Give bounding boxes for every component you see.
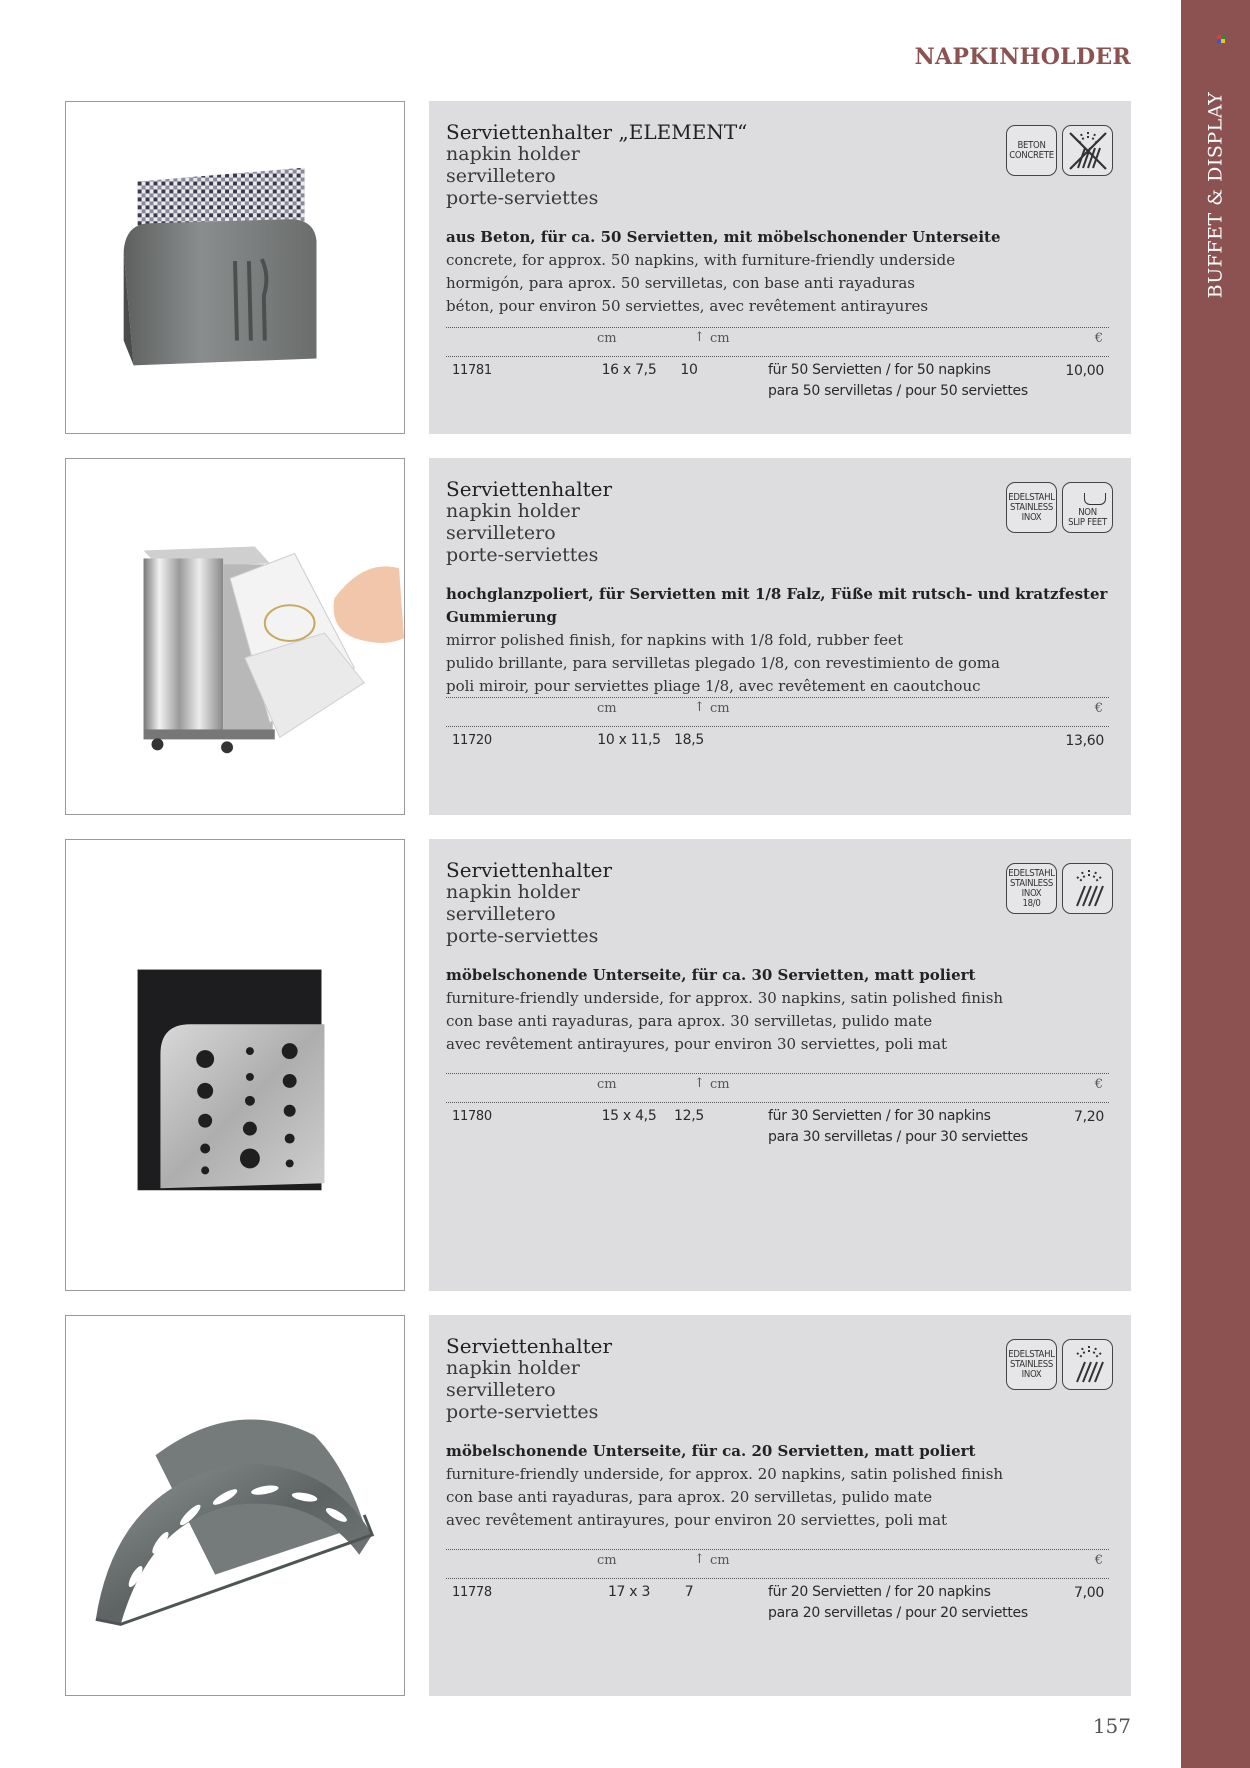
- product-description: [446, 226, 1001, 318]
- size-value: 15 x 4,5: [601, 1108, 657, 1124]
- height-arrow-icon: ↑: [694, 330, 705, 345]
- table-rule-top: [446, 1549, 1109, 1550]
- price-value: 10,00: [1065, 363, 1104, 379]
- description-line: avec revêtement antirayures, pour environ 20 serviettes, poli mat: [446, 1511, 948, 1529]
- icon-label: INOX: [1021, 1368, 1042, 1380]
- table-rule-bottom: [446, 1102, 1109, 1103]
- product-subtitle: servilletero: [446, 165, 556, 187]
- description-german: aus Beton, für ca. 50 Servietten, mit möbelschonender Unterseite: [446, 228, 1001, 246]
- non-slip-feet-icon: [1062, 482, 1113, 533]
- product-subtitle: porte-serviettes: [446, 544, 599, 566]
- page-title: NAPKINHOLDER: [914, 44, 1131, 70]
- product-subtitle: porte-serviettes: [446, 925, 599, 947]
- capacity-note-2: para 20 servilletas / pour 20 serviettes: [768, 1605, 1028, 1621]
- cup-shape: [1084, 493, 1106, 505]
- material-stainless-steel-icon: [1006, 482, 1057, 533]
- product-description: [446, 583, 1131, 698]
- product-subtitle: napkin holder: [446, 500, 580, 522]
- product-panel-11720: [429, 458, 1131, 815]
- description-line: poli miroir, pour serviettes pliage 1/8, avec revêtement en caoutchouc: [446, 677, 981, 695]
- product-title: Serviettenhalter „ELEMENT“: [446, 120, 748, 144]
- product-subtitle: napkin holder: [446, 143, 580, 165]
- icon-label: EDELSTAHL: [1008, 1348, 1055, 1360]
- description-line: con base anti rayaduras, para aprox. 30 servilletas, pulido mate: [446, 1012, 933, 1030]
- table-rule-bottom: [446, 356, 1109, 357]
- table-rule-top: [446, 697, 1109, 698]
- product-subtitle: servilletero: [446, 522, 556, 544]
- size-value: 17 x 3: [607, 1584, 651, 1600]
- capacity-note: für 50 Servietten / for 50 napkins: [768, 362, 991, 378]
- description-line: furniture-friendly underside, for approx. 30 napkins, satin polished finish: [446, 989, 1004, 1007]
- description-line: béton, pour environ 50 serviettes, avec revêtement antirayures: [446, 297, 929, 315]
- price-value: 7,00: [1074, 1585, 1104, 1601]
- height-arrow-icon: ↑: [694, 700, 705, 715]
- color-registration-mark: [1217, 35, 1225, 43]
- header-price-unit: €: [1094, 701, 1103, 716]
- article-number: 11720: [452, 733, 492, 748]
- material-stainless-steel-18-0-icon: [1006, 863, 1057, 914]
- icon-label: STAINLESS: [1010, 501, 1053, 513]
- description-line: concrete, for approx. 50 napkins, with furniture-friendly underside: [446, 251, 956, 269]
- table-rule-bottom: [446, 1578, 1109, 1579]
- description-line: con base anti rayaduras, para aprox. 20 servilletas, pulido mate: [446, 1488, 933, 1506]
- description-line: pulido brillante, para servilletas plegado 1/8, con revestimiento de goma: [446, 654, 1000, 672]
- product-title: Serviettenhalter: [446, 477, 613, 501]
- icon-label: STAINLESS: [1010, 1358, 1053, 1370]
- product-subtitle: servilletero: [446, 1379, 556, 1401]
- icon-label: 18/0: [1022, 897, 1041, 909]
- header-size-unit: cm: [597, 1077, 617, 1092]
- table-rule-bottom: [446, 726, 1109, 727]
- icon-label: SLIP FEET: [1068, 517, 1107, 528]
- icon-label: INOX: [1021, 887, 1042, 899]
- product-titles: [446, 121, 747, 209]
- header-height-unit: cm: [710, 701, 730, 716]
- icon-label: BETON: [1017, 139, 1046, 151]
- dishwasher-safe-icon: [1062, 863, 1113, 914]
- product-photo-chrome-dispenser: [65, 458, 405, 815]
- icon-label: EDELSTAHL: [1008, 867, 1055, 879]
- capacity-note-2: para 30 servilletas / pour 30 serviettes: [768, 1129, 1028, 1145]
- product-subtitle: napkin holder: [446, 1357, 580, 1379]
- product-panel-11778: [429, 1315, 1131, 1696]
- dishwasher-safe-icon: [1062, 1339, 1113, 1390]
- header-height-unit: cm: [710, 331, 730, 346]
- icon-label: EDELSTAHL: [1008, 491, 1055, 503]
- height-value: 7: [684, 1584, 694, 1600]
- description-german: möbelschonende Unterseite, für ca. 20 Servietten, matt poliert: [446, 1442, 976, 1460]
- header-price-unit: €: [1094, 1077, 1103, 1092]
- product-subtitle: porte-serviettes: [446, 1401, 599, 1423]
- product-title: Serviettenhalter: [446, 1334, 613, 1358]
- description-line: hormigón, para aprox. 50 servilletas, con base anti rayaduras: [446, 274, 915, 292]
- material-stainless-steel-icon: [1006, 1339, 1057, 1390]
- height-arrow-icon: ↑: [694, 1552, 705, 1567]
- description-line: mirror polished finish, for napkins with 1/8 fold, rubber feet: [446, 631, 903, 649]
- product-titles: [446, 478, 612, 566]
- material-concrete-icon: [1006, 125, 1057, 176]
- page-number: 157: [1092, 1714, 1131, 1738]
- height-value: 10: [680, 362, 698, 378]
- product-description: [446, 964, 1003, 1056]
- article-number: 11778: [452, 1585, 492, 1600]
- product-titles: [446, 859, 612, 947]
- product-icons: [1006, 482, 1113, 533]
- header-size-unit: cm: [597, 331, 617, 346]
- product-panel-11780: [429, 839, 1131, 1291]
- product-icons: [1006, 1339, 1113, 1390]
- side-section-label: BUFFET & DISPLAY: [1204, 91, 1226, 299]
- product-panel-11781: [429, 101, 1131, 434]
- product-icons: [1006, 863, 1113, 914]
- product-photo-steel-holder-dots: [65, 839, 405, 1291]
- height-arrow-icon: ↑: [694, 1076, 705, 1091]
- product-subtitle: servilletero: [446, 903, 556, 925]
- product-icons: [1006, 125, 1113, 176]
- capacity-note-2: para 50 servilletas / pour 50 serviettes: [768, 383, 1028, 399]
- product-subtitle: napkin holder: [446, 881, 580, 903]
- icon-label: INOX: [1021, 511, 1042, 523]
- header-price-unit: €: [1094, 331, 1103, 346]
- height-value: 12,5: [674, 1108, 704, 1124]
- product-subtitle: porte-serviettes: [446, 187, 599, 209]
- size-value: 16 x 7,5: [601, 362, 657, 378]
- icon-label: NON: [1078, 507, 1097, 518]
- article-number: 11780: [452, 1109, 492, 1124]
- header-price-unit: €: [1094, 1553, 1103, 1568]
- header-height-unit: cm: [710, 1553, 730, 1568]
- description-line: avec revêtement antirayures, pour environ 30 serviettes, poli mat: [446, 1035, 948, 1053]
- not-dishwasher-safe-icon: [1062, 125, 1113, 176]
- size-value: 10 x 11,5: [597, 732, 661, 748]
- capacity-note: für 30 Servietten / for 30 napkins: [768, 1108, 991, 1124]
- capacity-note: für 20 Servietten / for 20 napkins: [768, 1584, 991, 1600]
- price-value: 13,60: [1065, 733, 1104, 749]
- article-number: 11781: [452, 363, 492, 378]
- header-height-unit: cm: [710, 1077, 730, 1092]
- icon-label: STAINLESS: [1010, 877, 1053, 889]
- table-rule-top: [446, 1073, 1109, 1074]
- description-german: hochglanzpoliert, für Servietten mit 1/8 Falz, Füße mit rutsch- und kratzfester Gummierung: [446, 585, 1108, 626]
- header-size-unit: cm: [597, 1553, 617, 1568]
- header-size-unit: cm: [597, 701, 617, 716]
- product-photo-half-round-holder: [65, 1315, 405, 1696]
- product-description: [446, 1440, 1003, 1532]
- description-line: furniture-friendly underside, for approx. 20 napkins, satin polished finish: [446, 1465, 1004, 1483]
- product-titles: [446, 1335, 612, 1423]
- product-title: Serviettenhalter: [446, 858, 613, 882]
- description-german: möbelschonende Unterseite, für ca. 30 Servietten, matt poliert: [446, 966, 976, 984]
- icon-label: CONCRETE: [1009, 149, 1054, 161]
- product-photo-concrete-holder: [65, 101, 405, 434]
- table-rule-top: [446, 327, 1109, 328]
- height-value: 18,5: [674, 732, 704, 748]
- price-value: 7,20: [1074, 1109, 1104, 1125]
